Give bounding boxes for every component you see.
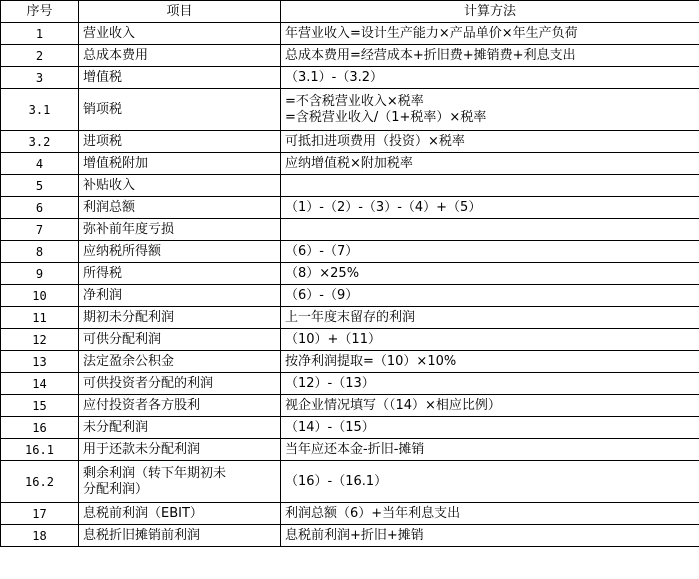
item-cell <box>79 45 281 67</box>
item-text: 剩余利润（转下年期初未 <box>83 465 227 481</box>
item-cell <box>79 307 281 329</box>
table-row <box>1 351 699 373</box>
table-row <box>1 175 699 197</box>
calculation-method-cell <box>281 263 699 285</box>
item-cell <box>79 219 281 241</box>
table-row <box>1 503 699 525</box>
item-cell <box>79 439 281 461</box>
calculation-method-cell <box>281 131 699 153</box>
calculation-method-text: （16）-（16.1） <box>285 473 388 489</box>
calculation-method-cell <box>281 219 699 241</box>
table-row <box>1 525 699 547</box>
calculation-method-text: =含税营业收入/（1+税率）×税率 <box>285 109 487 125</box>
header-serial-number: 序号 <box>1 1 79 23</box>
serial-number-cell: 17 <box>1 503 79 525</box>
item-cell <box>79 23 281 45</box>
table-row <box>1 263 699 285</box>
serial-number-cell: 16 <box>1 417 79 439</box>
calculation-method-text: 上一年度末留存的利润 <box>285 309 416 325</box>
table-row <box>1 197 699 219</box>
serial-number-cell: 3.2 <box>1 131 79 153</box>
item-text: 可供分配利润 <box>83 331 162 347</box>
calculation-method-cell <box>281 197 699 219</box>
item-cell <box>79 417 281 439</box>
calculation-method-text: （3.1）-（3.2） <box>285 69 384 85</box>
calculation-method-text: （12）-（13） <box>285 375 375 391</box>
item-text: 分配利润） <box>83 481 149 497</box>
serial-number-cell: 10 <box>1 285 79 307</box>
item-text: 应纳税所得额 <box>83 243 162 259</box>
item-cell <box>79 395 281 417</box>
calculation-method-text: 视企业情况填写（（14）×相应比例） <box>285 397 501 413</box>
item-text: 应付投资者各方股利 <box>83 397 201 413</box>
serial-number-cell: 11 <box>1 307 79 329</box>
calculation-method-text: （14）-（15） <box>285 419 375 435</box>
serial-number-cell: 7 <box>1 219 79 241</box>
calculation-method-text: =不含税营业收入×税率 <box>285 93 424 109</box>
item-text: 净利润 <box>83 287 123 303</box>
item-text: 利润总额 <box>83 199 136 215</box>
serial-number-cell: 18 <box>1 525 79 547</box>
table-row <box>1 307 699 329</box>
serial-number-cell: 13 <box>1 351 79 373</box>
table-row <box>1 461 699 503</box>
item-cell <box>79 241 281 263</box>
item-text: 营业收入 <box>83 25 136 41</box>
calculation-method-cell <box>281 395 699 417</box>
item-text: 补贴收入 <box>83 177 136 193</box>
item-text: 息税前利润（EBIT） <box>83 505 203 521</box>
header-item: 项目 <box>79 1 281 23</box>
calculation-method-text: （6）-（9） <box>285 287 359 303</box>
table-row <box>1 219 699 241</box>
item-text: 息税折旧摊销前利润 <box>83 527 201 543</box>
calculation-method-cell <box>281 67 699 89</box>
item-text: 增值税 <box>83 69 123 85</box>
item-cell <box>79 285 281 307</box>
calculation-method-cell <box>281 89 699 131</box>
item-cell <box>79 329 281 351</box>
header-calculation-method: 计算方法 <box>281 1 699 23</box>
serial-number-cell: 14 <box>1 373 79 395</box>
table-row <box>1 241 699 263</box>
item-cell <box>79 197 281 219</box>
serial-number-cell: 16.1 <box>1 439 79 461</box>
serial-number-cell: 16.2 <box>1 461 79 503</box>
calculation-method-cell <box>281 439 699 461</box>
serial-number-cell: 3.1 <box>1 89 79 131</box>
serial-number-cell: 12 <box>1 329 79 351</box>
calculation-method-text: 可抵扣进项费用（投资）×税率 <box>285 133 465 149</box>
item-text: 法定盈余公积金 <box>83 353 175 369</box>
serial-number-cell: 8 <box>1 241 79 263</box>
calculation-method-text: （8）×25% <box>285 265 360 281</box>
item-text: 用于还款未分配利润 <box>83 441 201 457</box>
item-text: 期初未分配利润 <box>83 309 175 325</box>
item-cell <box>79 67 281 89</box>
calculation-method-text: （6）-（7） <box>285 243 359 259</box>
item-text: 所得税 <box>83 265 123 281</box>
table-row <box>1 373 699 395</box>
serial-number-cell: 5 <box>1 175 79 197</box>
serial-number-cell: 1 <box>1 23 79 45</box>
item-cell <box>79 263 281 285</box>
item-text: 弥补前年度亏损 <box>83 221 175 237</box>
item-cell <box>79 131 281 153</box>
calculation-method-cell <box>281 417 699 439</box>
table-body <box>1 23 699 547</box>
table-row <box>1 89 699 131</box>
calculation-method-cell <box>281 23 699 45</box>
serial-number-cell: 4 <box>1 153 79 175</box>
calculation-method-cell <box>281 307 699 329</box>
calculation-method-cell <box>281 373 699 395</box>
calculation-method-cell <box>281 351 699 373</box>
calculation-method-text: 按净利润提取=（10）×10% <box>285 353 457 369</box>
serial-number-cell: 9 <box>1 263 79 285</box>
item-cell <box>79 153 281 175</box>
calculation-method-cell <box>281 503 699 525</box>
table-row <box>1 417 699 439</box>
table-row <box>1 131 699 153</box>
calculation-method-text: 当年应还本金-折旧-摊销 <box>285 441 425 457</box>
calculation-method-cell <box>281 175 699 197</box>
item-cell <box>79 503 281 525</box>
calculation-method-text: （1）-（2）-（3）-（4）+（5） <box>285 199 482 215</box>
item-cell <box>79 525 281 547</box>
serial-number-cell: 6 <box>1 197 79 219</box>
item-cell <box>79 351 281 373</box>
item-cell <box>79 89 281 131</box>
calculation-method-cell <box>281 525 699 547</box>
calculation-method-text: 总成本费用=经营成本+折旧费+摊销费+利息支出 <box>285 47 576 63</box>
table-row <box>1 439 699 461</box>
calculation-method-cell <box>281 153 699 175</box>
calculation-method-text: 应纳增值税×附加税率 <box>285 155 413 171</box>
calculation-method-cell <box>281 329 699 351</box>
calculation-method-cell <box>281 461 699 503</box>
item-text: 可供投资者分配的利润 <box>83 375 214 391</box>
serial-number-cell: 15 <box>1 395 79 417</box>
item-text: 进项税 <box>83 133 123 149</box>
table-row <box>1 23 699 45</box>
table-row <box>1 153 699 175</box>
calculation-method-cell <box>281 45 699 67</box>
table-row <box>1 67 699 89</box>
calculation-method-cell <box>281 285 699 307</box>
item-cell <box>79 461 281 503</box>
item-text: 总成本费用 <box>83 47 149 63</box>
item-cell <box>79 175 281 197</box>
table-row <box>1 395 699 417</box>
calculation-method-text: （10）+（11） <box>285 331 381 347</box>
calculation-method-cell <box>281 241 699 263</box>
serial-number-cell: 2 <box>1 45 79 67</box>
calculation-method-text: 利润总额（6）+当年利息支出 <box>285 505 461 521</box>
serial-number-cell: 3 <box>1 67 79 89</box>
table-row <box>1 329 699 351</box>
calculation-method-text: 息税前利润+折旧+摊销 <box>285 527 424 543</box>
item-text: 未分配利润 <box>83 419 149 435</box>
table-row <box>1 45 699 67</box>
table-row <box>1 285 699 307</box>
calculation-method-text: 年营业收入=设计生产能力×产品单价×年生产负荷 <box>285 25 578 41</box>
item-text: 增值税附加 <box>83 155 149 171</box>
item-cell <box>79 373 281 395</box>
item-text: 销项税 <box>83 101 123 117</box>
table-header-row <box>1 1 699 23</box>
